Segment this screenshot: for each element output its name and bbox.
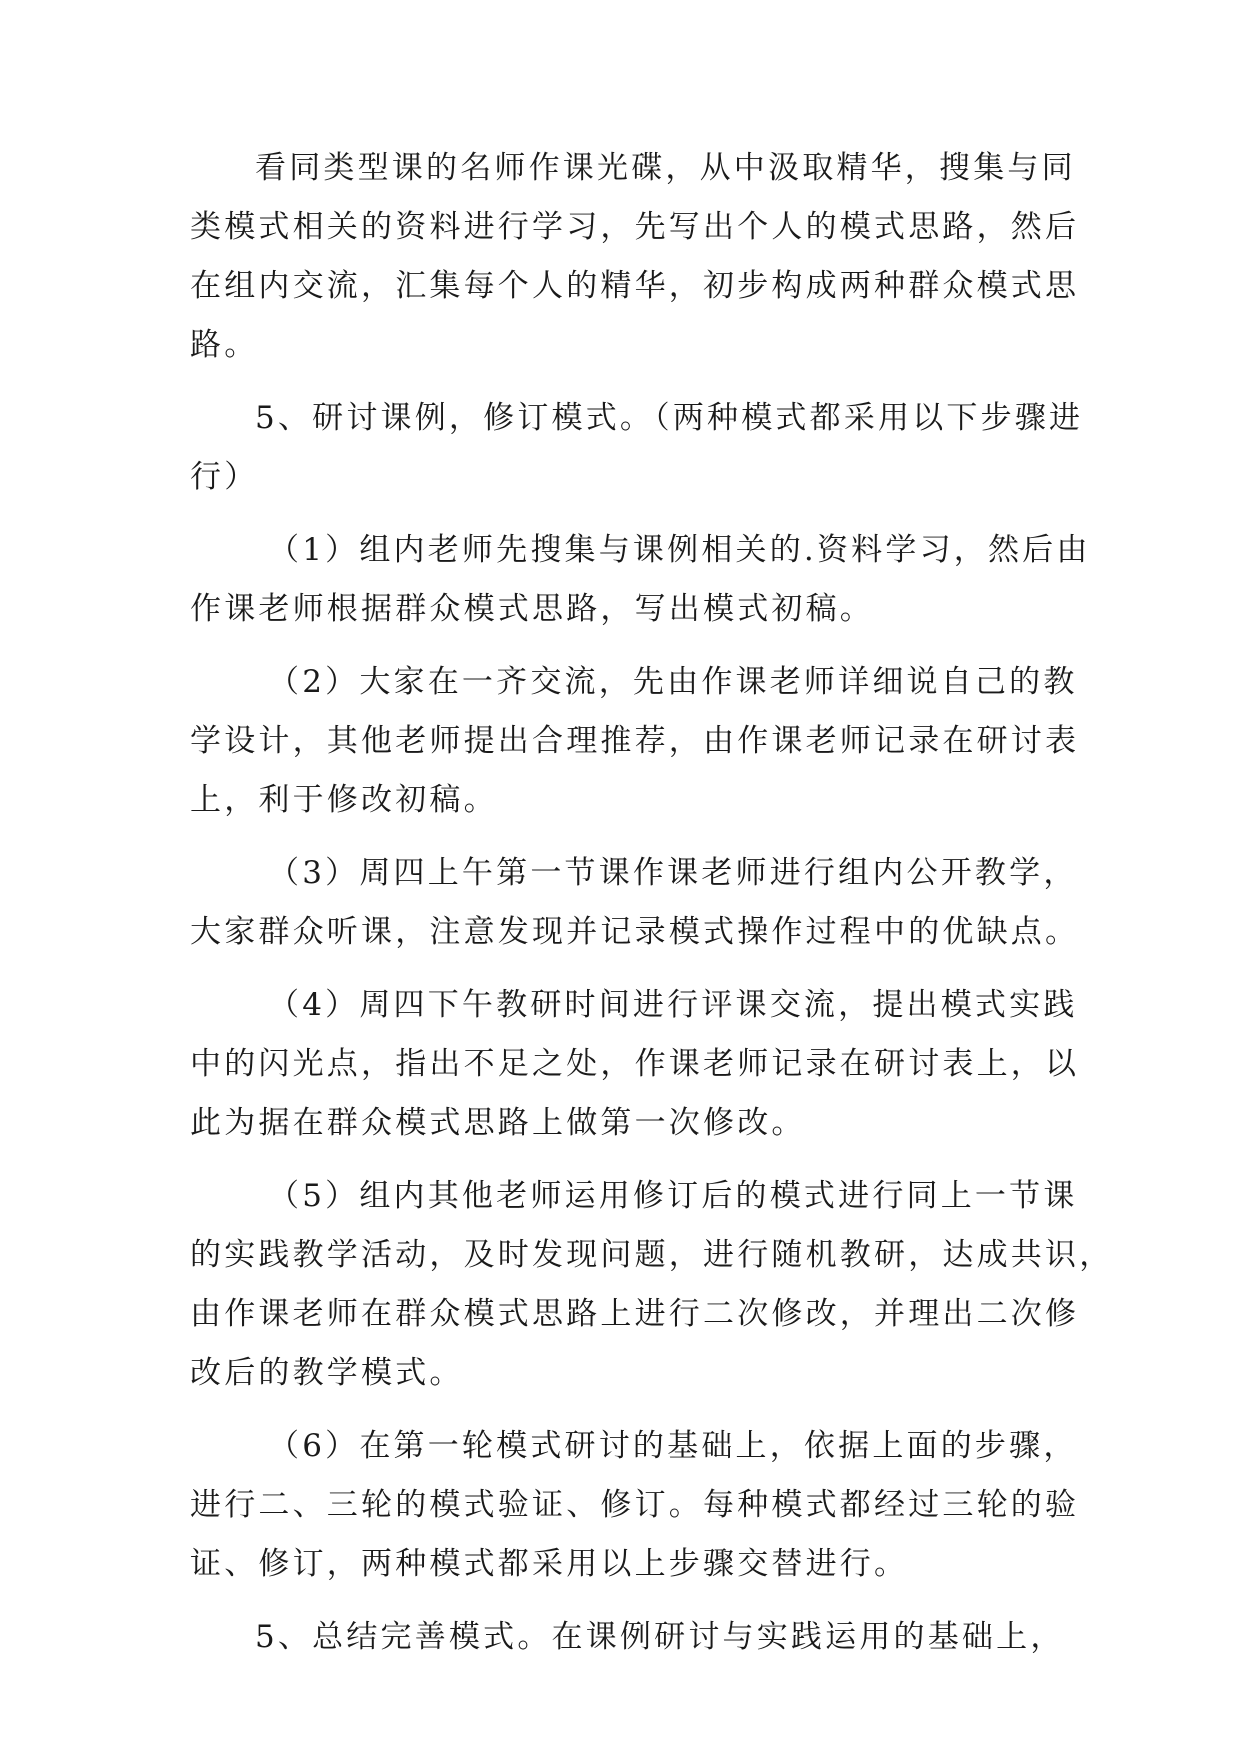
text-line: （6）在第一轮模式研讨的基础上，依据上面的步骤， <box>268 1428 1078 1464</box>
text-line: 5、总结完善模式。在课例研讨与实践运用的基础上， <box>255 1619 1065 1655</box>
text-line: （5）组内其他老师运用修订后的模式进行同上一节课 <box>268 1178 1078 1214</box>
text-line: 改后的教学模式。 <box>190 1355 464 1391</box>
text-line: （3）周四上午第一节课作课老师进行组内公开教学， <box>268 855 1078 891</box>
text-line: 5、研讨课例，修订模式。（两种模式都采用以下步骤进 <box>255 400 1084 436</box>
text-line: （2）大家在一齐交流，先由作课老师详细说自己的教 <box>268 664 1078 700</box>
text-line: 此为据在群众模式思路上做第一次修改。 <box>190 1105 806 1141</box>
text-line: 路。 <box>190 327 259 363</box>
text-line: （4）周四下午教研时间进行评课交流，提出模式实践 <box>268 987 1078 1023</box>
text-line: 上，利于修改初稿。 <box>190 782 498 818</box>
text-line: 在组内交流，汇集每个人的精华，初步构成两种群众模式思 <box>190 268 1080 304</box>
text-line: （1）组内老师先搜集与课例相关的.资料学习，然后由 <box>268 532 1091 568</box>
text-line: 类模式相关的资料进行学习，先写出个人的模式思路，然后 <box>190 209 1080 245</box>
text-line: 证、修订，两种模式都采用以上步骤交替进行。 <box>190 1546 909 1582</box>
text-line: 行） <box>190 459 259 495</box>
text-line: 大家群众听课，注意发现并记录模式操作过程中的优缺点。 <box>190 914 1080 950</box>
text-line: 由作课老师在群众模式思路上进行二次修改，并理出二次修 <box>190 1296 1080 1332</box>
text-line: 的实践教学活动，及时发现问题，进行随机教研，达成共识， <box>190 1237 1114 1273</box>
text-line: 作课老师根据群众模式思路，写出模式初稿。 <box>190 591 874 627</box>
text-line: 看同类型课的名师作课光碟，从中汲取精华，搜集与同 <box>255 150 1076 186</box>
text-line: 进行二、三轮的模式验证、修订。每种模式都经过三轮的验 <box>190 1487 1080 1523</box>
text-line: 学设计，其他老师提出合理推荐，由作课老师记录在研讨表 <box>190 723 1080 759</box>
text-line: 中的闪光点，指出不足之处，作课老师记录在研讨表上，以 <box>190 1046 1080 1082</box>
